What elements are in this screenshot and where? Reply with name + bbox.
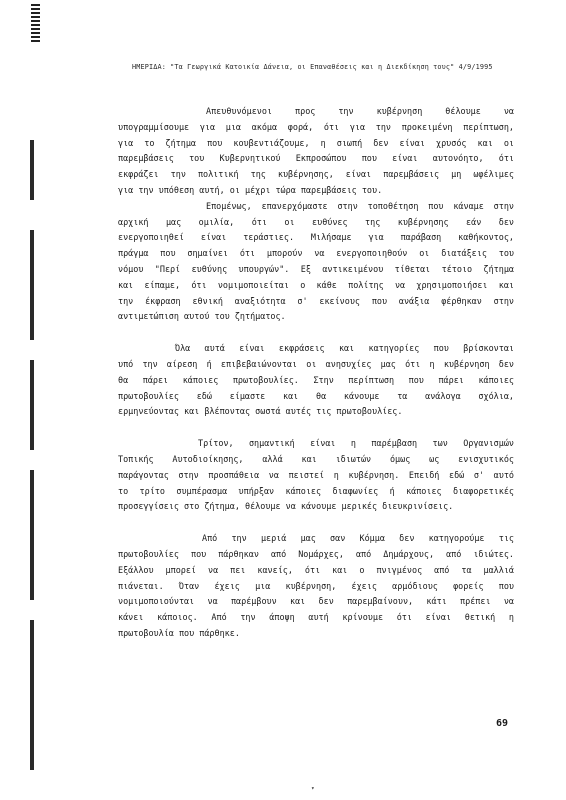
paragraph-gap: [118, 515, 514, 531]
text-line: Από την μεριά μας σαν Κόμμα δεν κατηγορούμε τις: [202, 533, 514, 544]
paragraph-2: [118, 199, 514, 325]
paragraph-gap: [118, 325, 514, 341]
text-line: πράγμα που σημαίνει ότι μπορούν να ενεργοποιηθούν οι διατάξεις του: [118, 248, 514, 259]
paragraph-gap: [118, 420, 514, 436]
text-line: πρωτοβουλίες που πάρθηκαν από Νομάρχες, από Δημάρχους, από ιδιώτες.: [118, 548, 514, 559]
text-line: για το ζήτημα που κουβεντιάζουμε, η σιωπή δεν είναι χρυσός και οι: [118, 137, 514, 148]
text-line: Εξάλλου μπορεί να πει κανείς, ότι και ο πνιγμένος από τα μαλλιά: [118, 564, 514, 575]
text-line: παράγοντας στην προσπάθεια να πειστεί η κυβέρνηση. Επειδή εδώ σ' αυτό: [118, 469, 514, 480]
paragraph-4: [118, 436, 514, 515]
text-line: Επομένως, επανερχόμαστε στην τοποθέτηση που κάναμε στην: [206, 200, 514, 211]
paragraph-1: [118, 104, 514, 199]
text-line: πιάνεται. Όταν έχεις μια κυβέρνηση, έχεις αρμόδιους φορείς που: [118, 580, 514, 591]
text-line: υπογραμμίσουμε για μια ακόμα φορά, ότι για την προκειμένη περίπτωση,: [118, 121, 514, 132]
text-line: Τοπικής Αυτοδιοίκησης, αλλά και ιδιωτών όμως ως ενισχυτικός: [118, 453, 514, 464]
text-line: θα πάρει κάποιες πρωτοβουλίες. Στην περίπτωση που πάρει κάποιες: [118, 374, 514, 385]
text-line: αρχική μας ομιλία, ότι οι ευθύνες της κυβέρνησης εάν δεν: [118, 216, 514, 227]
text-line: εκφράζει την πολιτική της κυβέρνησης, είναι παρεμβάσεις μη ωφέλιμες: [118, 169, 514, 180]
text-line: κάνει κάποιος. Από την άποψη αυτή κρίνουμε ότι είναι θετική η: [118, 612, 514, 623]
document-body: [118, 104, 514, 642]
text-line: πρωτοβουλία που πάρθηκε.: [118, 627, 240, 638]
text-line: νομιμοποιούνται να παρέμβουν και δεν παρεμβαίνουν, κάτι πρέπει να: [118, 596, 514, 607]
text-line: το τρίτο συμπέρασμα υπήρξαν κάποιες διαφωνίες ή κάποιες διαφορετικές: [118, 485, 514, 496]
text-line: υπό την αίρεση ή επιβεβαιώνονται οι ανησυχίες μας ότι η κυβέρνηση δεν: [118, 358, 514, 369]
text-line: παρεμβάσεις του Κυβερνητικού Εκπροσώπου που είναι αυτονόητο, ότι: [118, 153, 514, 164]
document-header: ΗΜΕΡΙΔΑ: "Τα Γεωργικά Κατοικία Δάνεια, οι Επαναθέσεις και η Διεκδίκηση τους" 4/9/1995: [132, 63, 493, 71]
text-line: και είπαμε, ότι νομιμοποιείται ο κάθε πολίτης να χρησιμοποιήσει και: [118, 279, 514, 290]
text-line: νόμου "Περί ευθύνης υπουργών". Εξ αντικειμένου τίθεται τέτοιο ζήτημα: [118, 263, 514, 274]
text-line: πρωτοβουλίες εδώ είμαστε και θα κάνουμε τα ανάλογα σχόλια,: [118, 390, 514, 401]
text-line: την έκφραση εθνική αναξιότητα σ' εκείνους που ανάξια φέρθηκαν στην: [118, 295, 514, 306]
text-line: ερμηνεύοντας και βλέποντας σωστά αυτές τις πρωτοβουλίες.: [118, 406, 403, 417]
text-line: ενεργοποιηθεί είναι τεράστιες. Μιλήσαμε για παράβαση καθήκοντος,: [118, 232, 514, 243]
page-number: 69: [496, 718, 509, 729]
text-line: για την υπόθεση αυτή, οι μέχρι τώρα παρεμβάσεις του.: [118, 184, 383, 195]
binding-edge: [30, 0, 35, 800]
text-line: Απευθυνόμενοι προς την κυβέρνηση θέλουμε να: [206, 106, 514, 116]
paragraph-3: [118, 341, 514, 420]
text-line: προσεγγίσεις στο ζήτημα, θέλουμε να κάνουμε μερικές διευκρινίσεις.: [118, 501, 454, 512]
text-line: Όλα αυτά είναι εκφράσεις και κατηγορίες που βρίσκονται: [175, 343, 514, 354]
paragraph-5: [118, 531, 514, 642]
text-line: Τρίτον, σημαντική είναι η παρέμβαση των Οργανισμών: [198, 438, 514, 449]
text-line: αντιμετώπιση αυτού του ζητήματος.: [118, 311, 286, 322]
scan-mark: ▾: [311, 785, 315, 792]
